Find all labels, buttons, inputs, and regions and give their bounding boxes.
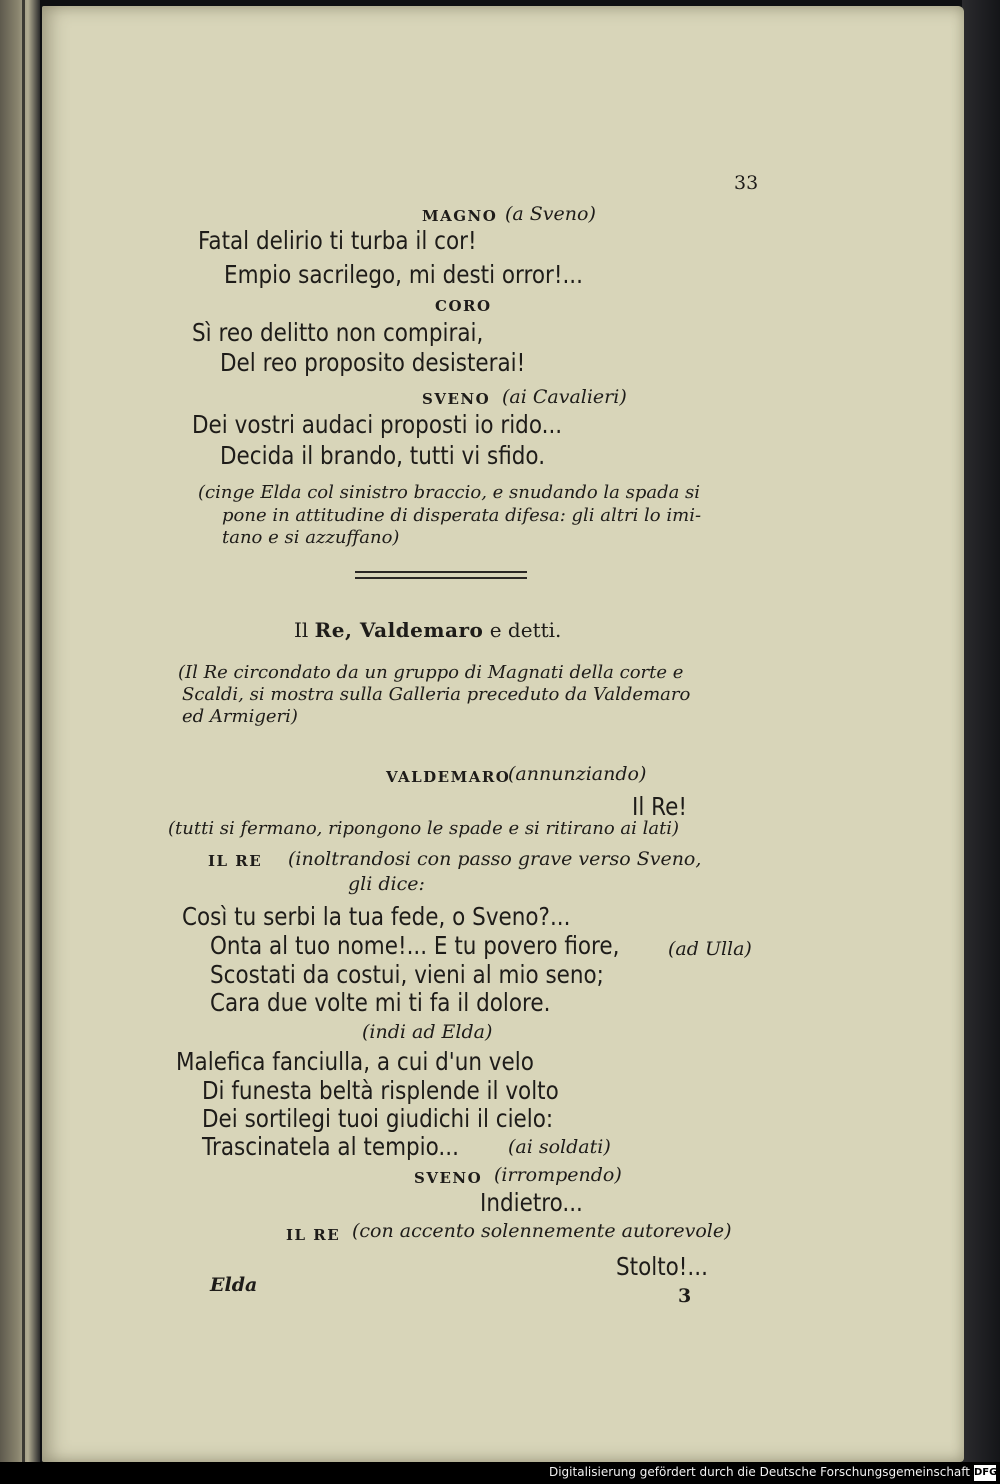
speaker-sveno: SVENO [422, 390, 491, 408]
speaker-il-re: IL RE [208, 852, 263, 870]
book-spine-edge [0, 0, 40, 1484]
stage-direction-line: tano e si azzuffano) [222, 527, 400, 548]
stage-direction-line: (cinge Elda col sinistro braccio, e snudando la spada si [198, 482, 701, 503]
stage-direction-line: (Il Re circondato da un gruppo di Magnati della corte e [178, 662, 684, 683]
scene-divider-top [355, 571, 527, 573]
verse-line: Dei sortilegi tuoi giudichi il cielo: [202, 1104, 554, 1133]
verse-line: Stolto!... [616, 1252, 708, 1281]
verse-line: Onta al tuo nome!... E tu povero fiore, [210, 931, 620, 960]
speaker-magno: MAGNO [422, 207, 498, 225]
verse-line: Cara due volte mi ti fa il dolore. [210, 988, 551, 1017]
stage-direction-line: pone in attitudine di disperata difesa: gli altri lo imi- [222, 505, 702, 526]
speaker-valdemaro: VALDEMARO [386, 768, 511, 786]
direction-il-re: gli dice: [348, 873, 425, 895]
book-page [42, 6, 964, 1462]
speaker-sveno: SVENO [414, 1169, 483, 1187]
direction-valdemaro: (annunziando) [508, 763, 647, 785]
direction-magno: (a Sveno) [505, 203, 596, 225]
speaker-coro: CORO [435, 297, 492, 315]
direction-ad-ulla: (ad Ulla) [668, 938, 752, 960]
verse-line: Scostati da costui, vieni al mio seno; [210, 960, 604, 989]
verse-line: Sì reo delitto non compirai, [192, 318, 484, 347]
verse-line: Indietro... [480, 1188, 583, 1217]
verse-line: Dei vostri audaci proposti io rido... [192, 410, 563, 439]
page-number: 33 [734, 172, 759, 194]
verse-line: Così tu serbi la tua fede, o Sveno?... [182, 902, 571, 931]
verse-line: Di funesta beltà risplende il volto [202, 1076, 559, 1105]
stage-direction-line: Scaldi, si mostra sulla Galleria preceduto da Valdemaro [182, 684, 691, 705]
scene-heading-names: Re, Valdemaro [314, 618, 484, 642]
footer-credit: Digitalisierung gefördert durch die Deutsche Forschungsgemeinschaft [548, 1465, 970, 1479]
verse-line: Del reo proposito desisterai! [220, 348, 526, 377]
direction-ad-elda: (indi ad Elda) [362, 1021, 493, 1043]
dfg-logo-icon: DFG [974, 1465, 996, 1481]
verse-line: Empio sacrilego, mi desti orror!... [224, 260, 583, 289]
direction-sveno: (ai Cavalieri) [502, 386, 627, 408]
direction-sveno: (irrompendo) [494, 1164, 622, 1186]
scene-heading-suffix: e detti. [489, 618, 562, 642]
stage-direction-line: ed Armigeri) [182, 706, 298, 727]
scene-divider-bottom [355, 577, 527, 579]
verse-line: Malefica fanciulla, a cui d'un velo [176, 1047, 534, 1076]
stage-direction-line: (tutti si fermano, ripongono le spade e si ritirano ai lati) [168, 818, 680, 839]
speaker-il-re: IL RE [286, 1226, 341, 1244]
verse-line: Trascinatela al tempio... [202, 1132, 459, 1161]
verse-line: Decida il brando, tutti vi sfido. [220, 441, 546, 470]
signature-number: 3 [678, 1285, 692, 1307]
footer-bar [0, 1462, 1000, 1484]
scene-heading [294, 620, 561, 640]
scene-heading-prefix: Il [294, 618, 309, 642]
verse-line: Fatal delirio ti turba il cor! [198, 226, 477, 255]
direction-il-re: (con accento solennemente autorevole) [352, 1220, 732, 1242]
direction-il-re: (inoltrandosi con passo grave verso Sveno, [288, 848, 702, 870]
background-right [962, 0, 1000, 1462]
direction-ai-soldati: (ai soldati) [508, 1136, 611, 1158]
signature-label: Elda [210, 1274, 258, 1296]
verse-line: Il Re! [632, 792, 687, 821]
